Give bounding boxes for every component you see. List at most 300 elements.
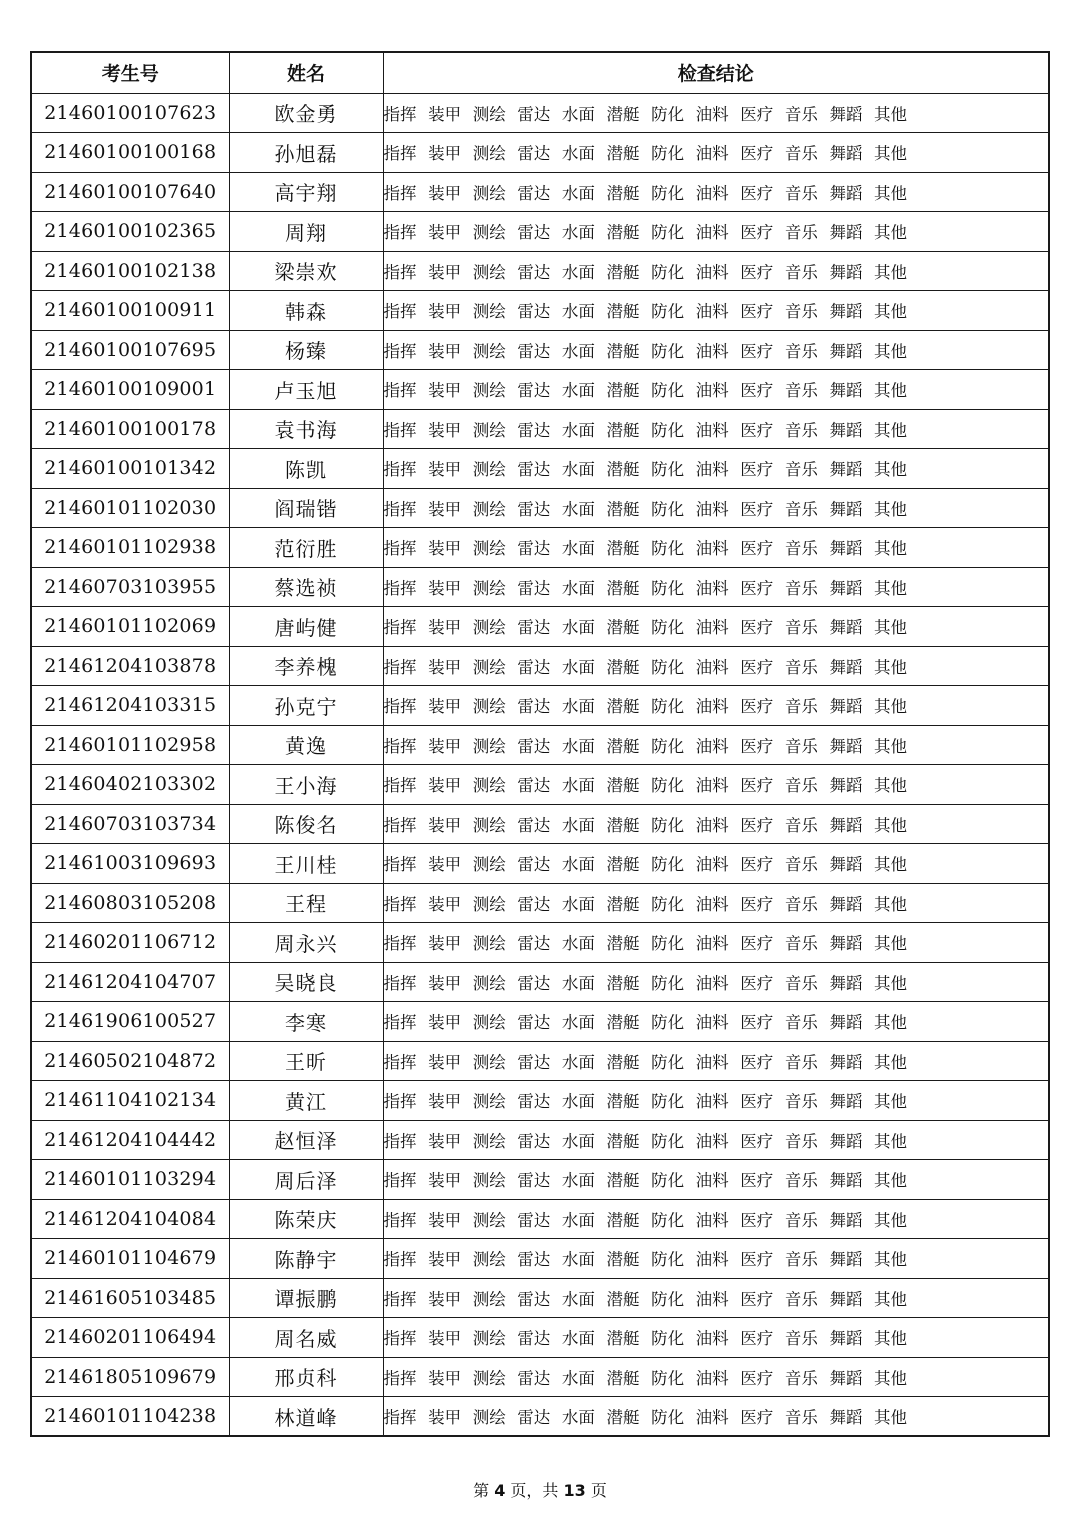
candidate-name-cell: 袁书海 bbox=[229, 409, 383, 449]
result-option: 测绘 bbox=[472, 657, 506, 677]
result-option: 油料 bbox=[695, 1329, 729, 1349]
result-option: 水面 bbox=[561, 657, 595, 677]
result-option: 音乐 bbox=[784, 104, 818, 124]
result-option: 医疗 bbox=[740, 736, 774, 756]
page-footer bbox=[0, 1478, 1080, 1501]
result-option: 指挥 bbox=[383, 1131, 417, 1151]
candidate-id-cell: 21460100107695 bbox=[31, 330, 229, 370]
result-option: 油料 bbox=[695, 341, 729, 361]
result-option: 音乐 bbox=[784, 183, 818, 203]
result-option: 舞蹈 bbox=[829, 618, 863, 638]
result-option: 油料 bbox=[695, 499, 729, 519]
result-option: 音乐 bbox=[784, 302, 818, 322]
candidate-name-cell: 阎瑞锴 bbox=[229, 488, 383, 528]
result-option: 油料 bbox=[695, 302, 729, 322]
result-option: 测绘 bbox=[472, 302, 506, 322]
table-row bbox=[31, 449, 1049, 489]
result-option: 其他 bbox=[874, 499, 908, 519]
table-row bbox=[31, 883, 1049, 923]
result-option: 医疗 bbox=[740, 341, 774, 361]
result-option: 装甲 bbox=[428, 1289, 462, 1309]
result-option: 油料 bbox=[695, 1408, 729, 1427]
result-option: 指挥 bbox=[383, 539, 417, 559]
result-option: 装甲 bbox=[428, 262, 462, 282]
candidate-id-cell: 21460201106494 bbox=[31, 1318, 229, 1358]
result-option: 其他 bbox=[874, 973, 908, 993]
result-option: 其他 bbox=[874, 539, 908, 559]
result-option: 油料 bbox=[695, 183, 729, 203]
result-option: 防化 bbox=[651, 1013, 685, 1033]
candidate-id-cell: 21461204104084 bbox=[31, 1199, 229, 1239]
result-option: 装甲 bbox=[428, 499, 462, 519]
header-name: 姓名 bbox=[229, 52, 383, 93]
result-option: 其他 bbox=[874, 104, 908, 124]
result-option: 水面 bbox=[561, 262, 595, 282]
result-option: 雷达 bbox=[517, 855, 551, 875]
inspection-result-cell bbox=[383, 449, 1049, 489]
candidate-name-cell: 陈静宇 bbox=[229, 1239, 383, 1279]
inspection-result-cell bbox=[383, 844, 1049, 884]
result-option: 医疗 bbox=[740, 1368, 774, 1388]
candidate-name-cell: 王川桂 bbox=[229, 844, 383, 884]
candidate-name-cell: 周后泽 bbox=[229, 1160, 383, 1200]
table-row bbox=[31, 172, 1049, 212]
result-option: 医疗 bbox=[740, 618, 774, 638]
result-option: 医疗 bbox=[740, 302, 774, 322]
result-option: 防化 bbox=[651, 894, 685, 914]
result-option: 测绘 bbox=[472, 183, 506, 203]
result-option: 指挥 bbox=[383, 1171, 417, 1191]
result-option: 装甲 bbox=[428, 420, 462, 440]
result-option: 医疗 bbox=[740, 815, 774, 835]
result-option: 防化 bbox=[651, 223, 685, 243]
result-option: 水面 bbox=[561, 1131, 595, 1151]
result-option: 防化 bbox=[651, 1250, 685, 1270]
result-option: 装甲 bbox=[428, 341, 462, 361]
result-option: 医疗 bbox=[740, 1210, 774, 1230]
result-option: 医疗 bbox=[740, 144, 774, 164]
result-option: 医疗 bbox=[740, 1131, 774, 1151]
result-option: 音乐 bbox=[784, 815, 818, 835]
result-option: 水面 bbox=[561, 894, 595, 914]
result-option: 医疗 bbox=[740, 420, 774, 440]
result-option: 潜艇 bbox=[606, 104, 640, 124]
result-option: 装甲 bbox=[428, 223, 462, 243]
table-row bbox=[31, 646, 1049, 686]
result-option: 水面 bbox=[561, 934, 595, 954]
result-option: 装甲 bbox=[428, 894, 462, 914]
result-option: 水面 bbox=[561, 1250, 595, 1270]
result-option: 潜艇 bbox=[606, 1210, 640, 1230]
result-option: 雷达 bbox=[517, 1131, 551, 1151]
result-option: 音乐 bbox=[784, 460, 818, 480]
result-option: 音乐 bbox=[784, 1092, 818, 1112]
result-option: 医疗 bbox=[740, 262, 774, 282]
result-option: 音乐 bbox=[784, 1250, 818, 1270]
result-option: 舞蹈 bbox=[829, 776, 863, 796]
result-option: 舞蹈 bbox=[829, 1131, 863, 1151]
result-option: 指挥 bbox=[383, 1250, 417, 1270]
candidate-id-cell: 21460803105208 bbox=[31, 883, 229, 923]
result-option: 医疗 bbox=[740, 776, 774, 796]
result-option: 防化 bbox=[651, 499, 685, 519]
result-option: 雷达 bbox=[517, 1013, 551, 1033]
table-row bbox=[31, 1357, 1049, 1397]
result-option: 雷达 bbox=[517, 1329, 551, 1349]
inspection-result-cell bbox=[383, 1081, 1049, 1121]
candidate-name-cell: 陈凯 bbox=[229, 449, 383, 489]
result-option: 潜艇 bbox=[606, 262, 640, 282]
result-option: 其他 bbox=[874, 1210, 908, 1230]
inspection-result-cell bbox=[383, 488, 1049, 528]
inspection-result-cell bbox=[383, 686, 1049, 726]
result-option: 指挥 bbox=[383, 144, 417, 164]
result-option: 指挥 bbox=[383, 1210, 417, 1230]
candidate-id-cell: 21460100107623 bbox=[31, 93, 229, 133]
footer-page-number: 4 bbox=[494, 1481, 506, 1500]
result-option: 装甲 bbox=[428, 1013, 462, 1033]
result-option: 其他 bbox=[874, 460, 908, 480]
table-row bbox=[31, 1199, 1049, 1239]
result-option: 医疗 bbox=[740, 1329, 774, 1349]
result-option: 雷达 bbox=[517, 934, 551, 954]
result-option: 装甲 bbox=[428, 1052, 462, 1072]
result-option: 水面 bbox=[561, 499, 595, 519]
candidate-name-cell: 王小海 bbox=[229, 765, 383, 805]
result-option: 水面 bbox=[561, 697, 595, 717]
result-option: 油料 bbox=[695, 1368, 729, 1388]
candidate-id-cell: 21461104102134 bbox=[31, 1081, 229, 1121]
candidate-name-cell: 梁崇欢 bbox=[229, 251, 383, 291]
result-option: 雷达 bbox=[517, 223, 551, 243]
result-option: 其他 bbox=[874, 1368, 908, 1388]
candidate-id-cell: 21460100100168 bbox=[31, 133, 229, 173]
table-row bbox=[31, 567, 1049, 607]
result-option: 油料 bbox=[695, 618, 729, 638]
result-option: 油料 bbox=[695, 144, 729, 164]
result-option: 其他 bbox=[874, 381, 908, 401]
inspection-result-cell bbox=[383, 1278, 1049, 1318]
result-option: 测绘 bbox=[472, 934, 506, 954]
result-option: 油料 bbox=[695, 855, 729, 875]
result-option: 雷达 bbox=[517, 341, 551, 361]
result-option: 音乐 bbox=[784, 539, 818, 559]
result-option: 水面 bbox=[561, 736, 595, 756]
result-option: 医疗 bbox=[740, 499, 774, 519]
result-option: 其他 bbox=[874, 1092, 908, 1112]
candidate-name-cell: 林道峰 bbox=[229, 1397, 383, 1437]
candidate-id-cell: 21460100100178 bbox=[31, 409, 229, 449]
result-option: 医疗 bbox=[740, 578, 774, 598]
result-option: 雷达 bbox=[517, 144, 551, 164]
result-option: 水面 bbox=[561, 1368, 595, 1388]
result-option: 指挥 bbox=[383, 815, 417, 835]
table-row bbox=[31, 488, 1049, 528]
inspection-result-cell bbox=[383, 133, 1049, 173]
inspection-result-cell bbox=[383, 883, 1049, 923]
result-option: 油料 bbox=[695, 736, 729, 756]
candidate-name-cell: 孙克宁 bbox=[229, 686, 383, 726]
result-option: 指挥 bbox=[383, 1289, 417, 1309]
result-option: 舞蹈 bbox=[829, 183, 863, 203]
result-option: 装甲 bbox=[428, 381, 462, 401]
result-option: 医疗 bbox=[740, 1092, 774, 1112]
result-option: 音乐 bbox=[784, 697, 818, 717]
result-option: 水面 bbox=[561, 1329, 595, 1349]
result-option: 测绘 bbox=[472, 420, 506, 440]
candidate-name-cell: 赵恒泽 bbox=[229, 1120, 383, 1160]
result-option: 舞蹈 bbox=[829, 539, 863, 559]
result-option: 潜艇 bbox=[606, 183, 640, 203]
result-option: 装甲 bbox=[428, 1131, 462, 1151]
inspection-result-cell bbox=[383, 607, 1049, 647]
result-option: 舞蹈 bbox=[829, 1171, 863, 1191]
result-option: 油料 bbox=[695, 104, 729, 124]
result-option: 水面 bbox=[561, 539, 595, 559]
result-option: 油料 bbox=[695, 420, 729, 440]
result-option: 水面 bbox=[561, 855, 595, 875]
inspection-result-cell bbox=[383, 646, 1049, 686]
candidate-id-cell: 21460101102030 bbox=[31, 488, 229, 528]
result-option: 医疗 bbox=[740, 460, 774, 480]
result-option: 测绘 bbox=[472, 815, 506, 835]
result-option: 水面 bbox=[561, 1171, 595, 1191]
candidate-name-cell: 黄逸 bbox=[229, 725, 383, 765]
result-option: 舞蹈 bbox=[829, 697, 863, 717]
result-option: 油料 bbox=[695, 578, 729, 598]
result-option: 测绘 bbox=[472, 104, 506, 124]
result-option: 音乐 bbox=[784, 1013, 818, 1033]
result-option: 装甲 bbox=[428, 578, 462, 598]
candidate-id-cell: 21460100102365 bbox=[31, 212, 229, 252]
result-option: 测绘 bbox=[472, 973, 506, 993]
table-row bbox=[31, 251, 1049, 291]
result-option: 舞蹈 bbox=[829, 1013, 863, 1033]
candidate-id-cell: 21460101104238 bbox=[31, 1397, 229, 1437]
table-row bbox=[31, 844, 1049, 884]
result-option: 测绘 bbox=[472, 1408, 506, 1427]
result-option: 音乐 bbox=[784, 1368, 818, 1388]
result-option: 舞蹈 bbox=[829, 1092, 863, 1112]
result-option: 防化 bbox=[651, 815, 685, 835]
result-option: 潜艇 bbox=[606, 420, 640, 440]
candidate-id-cell: 21460100100911 bbox=[31, 291, 229, 331]
result-option: 油料 bbox=[695, 1171, 729, 1191]
result-option: 其他 bbox=[874, 697, 908, 717]
result-option: 舞蹈 bbox=[829, 1289, 863, 1309]
inspection-result-cell bbox=[383, 370, 1049, 410]
result-option: 舞蹈 bbox=[829, 104, 863, 124]
result-option: 其他 bbox=[874, 736, 908, 756]
table-header-row bbox=[31, 52, 1049, 93]
inspection-result-cell bbox=[383, 212, 1049, 252]
result-option: 潜艇 bbox=[606, 894, 640, 914]
result-option: 测绘 bbox=[472, 381, 506, 401]
result-option: 雷达 bbox=[517, 1368, 551, 1388]
candidate-name-cell: 陈荣庆 bbox=[229, 1199, 383, 1239]
result-option: 其他 bbox=[874, 1329, 908, 1349]
result-option: 其他 bbox=[874, 262, 908, 282]
result-option: 医疗 bbox=[740, 894, 774, 914]
result-option: 雷达 bbox=[517, 1250, 551, 1270]
result-option: 潜艇 bbox=[606, 341, 640, 361]
result-option: 雷达 bbox=[517, 460, 551, 480]
result-option: 舞蹈 bbox=[829, 341, 863, 361]
result-option: 雷达 bbox=[517, 1408, 551, 1427]
result-option: 水面 bbox=[561, 776, 595, 796]
result-option: 测绘 bbox=[472, 341, 506, 361]
result-option: 指挥 bbox=[383, 736, 417, 756]
result-option: 音乐 bbox=[784, 1171, 818, 1191]
result-option: 潜艇 bbox=[606, 697, 640, 717]
result-option: 油料 bbox=[695, 657, 729, 677]
candidate-name-cell: 黄江 bbox=[229, 1081, 383, 1121]
result-option: 指挥 bbox=[383, 341, 417, 361]
result-option: 装甲 bbox=[428, 1408, 462, 1427]
result-option: 指挥 bbox=[383, 1092, 417, 1112]
result-option: 指挥 bbox=[383, 1408, 417, 1427]
result-option: 防化 bbox=[651, 183, 685, 203]
result-option: 舞蹈 bbox=[829, 1052, 863, 1072]
result-option: 音乐 bbox=[784, 223, 818, 243]
result-option: 测绘 bbox=[472, 1092, 506, 1112]
result-option: 水面 bbox=[561, 1013, 595, 1033]
inspection-result-cell bbox=[383, 725, 1049, 765]
result-option: 舞蹈 bbox=[829, 302, 863, 322]
result-option: 防化 bbox=[651, 1171, 685, 1191]
result-option: 防化 bbox=[651, 736, 685, 756]
result-option: 测绘 bbox=[472, 855, 506, 875]
result-option: 指挥 bbox=[383, 420, 417, 440]
result-option: 潜艇 bbox=[606, 302, 640, 322]
result-option: 舞蹈 bbox=[829, 1408, 863, 1427]
candidate-id-cell: 21461204104442 bbox=[31, 1120, 229, 1160]
result-option: 油料 bbox=[695, 894, 729, 914]
result-option: 音乐 bbox=[784, 657, 818, 677]
result-option: 潜艇 bbox=[606, 657, 640, 677]
result-option: 指挥 bbox=[383, 973, 417, 993]
table-row bbox=[31, 330, 1049, 370]
result-option: 防化 bbox=[651, 1289, 685, 1309]
result-option: 音乐 bbox=[784, 420, 818, 440]
result-option: 其他 bbox=[874, 1289, 908, 1309]
candidate-name-cell: 杨臻 bbox=[229, 330, 383, 370]
result-option: 指挥 bbox=[383, 578, 417, 598]
result-option: 医疗 bbox=[740, 1171, 774, 1191]
table-row bbox=[31, 923, 1049, 963]
inspection-result-cell bbox=[383, 1357, 1049, 1397]
result-option: 油料 bbox=[695, 973, 729, 993]
result-option: 测绘 bbox=[472, 736, 506, 756]
result-option: 油料 bbox=[695, 223, 729, 243]
result-option: 潜艇 bbox=[606, 499, 640, 519]
result-option: 防化 bbox=[651, 578, 685, 598]
candidate-id-cell: 21461805109679 bbox=[31, 1357, 229, 1397]
candidate-id-cell: 21460502104872 bbox=[31, 1041, 229, 1081]
table-row bbox=[31, 1397, 1049, 1437]
result-option: 潜艇 bbox=[606, 736, 640, 756]
candidate-id-cell: 21460100102138 bbox=[31, 251, 229, 291]
result-option: 装甲 bbox=[428, 1329, 462, 1349]
result-option: 潜艇 bbox=[606, 381, 640, 401]
inspection-result-cell bbox=[383, 93, 1049, 133]
result-option: 潜艇 bbox=[606, 1289, 640, 1309]
result-option: 雷达 bbox=[517, 302, 551, 322]
candidate-name-cell: 韩森 bbox=[229, 291, 383, 331]
table-row bbox=[31, 1318, 1049, 1358]
result-option: 其他 bbox=[874, 855, 908, 875]
result-option: 油料 bbox=[695, 262, 729, 282]
result-option: 雷达 bbox=[517, 539, 551, 559]
result-option: 音乐 bbox=[784, 144, 818, 164]
result-option: 舞蹈 bbox=[829, 381, 863, 401]
candidate-id-cell: 21460101102938 bbox=[31, 528, 229, 568]
table-row bbox=[31, 291, 1049, 331]
inspection-result-cell bbox=[383, 1120, 1049, 1160]
candidate-name-cell: 孙旭磊 bbox=[229, 133, 383, 173]
result-option: 音乐 bbox=[784, 262, 818, 282]
result-option: 水面 bbox=[561, 1092, 595, 1112]
table-row bbox=[31, 686, 1049, 726]
result-option: 防化 bbox=[651, 934, 685, 954]
inspection-result-cell bbox=[383, 923, 1049, 963]
result-option: 油料 bbox=[695, 1092, 729, 1112]
table-row bbox=[31, 1002, 1049, 1042]
result-option: 防化 bbox=[651, 420, 685, 440]
result-option: 测绘 bbox=[472, 539, 506, 559]
result-option: 测绘 bbox=[472, 776, 506, 796]
result-option: 舞蹈 bbox=[829, 736, 863, 756]
candidate-id-cell: 21461204103878 bbox=[31, 646, 229, 686]
result-option: 油料 bbox=[695, 776, 729, 796]
result-option: 水面 bbox=[561, 460, 595, 480]
result-option: 潜艇 bbox=[606, 1171, 640, 1191]
result-option: 油料 bbox=[695, 697, 729, 717]
candidate-name-cell: 王昕 bbox=[229, 1041, 383, 1081]
result-option: 装甲 bbox=[428, 973, 462, 993]
result-option: 音乐 bbox=[784, 776, 818, 796]
candidate-id-cell: 21460100101342 bbox=[31, 449, 229, 489]
result-option: 舞蹈 bbox=[829, 657, 863, 677]
result-option: 舞蹈 bbox=[829, 144, 863, 164]
result-option: 潜艇 bbox=[606, 934, 640, 954]
result-option: 水面 bbox=[561, 104, 595, 124]
result-option: 潜艇 bbox=[606, 539, 640, 559]
result-option: 油料 bbox=[695, 1052, 729, 1072]
result-option: 音乐 bbox=[784, 894, 818, 914]
candidate-name-cell: 周永兴 bbox=[229, 923, 383, 963]
header-result: 检查结论 bbox=[383, 52, 1049, 93]
inspection-result-cell bbox=[383, 291, 1049, 331]
result-option: 测绘 bbox=[472, 144, 506, 164]
table-row bbox=[31, 1278, 1049, 1318]
result-option: 测绘 bbox=[472, 894, 506, 914]
result-option: 潜艇 bbox=[606, 1408, 640, 1427]
result-option: 装甲 bbox=[428, 776, 462, 796]
result-option: 潜艇 bbox=[606, 1131, 640, 1151]
result-option: 其他 bbox=[874, 657, 908, 677]
result-option: 医疗 bbox=[740, 223, 774, 243]
result-option: 装甲 bbox=[428, 144, 462, 164]
result-option: 雷达 bbox=[517, 578, 551, 598]
result-option: 医疗 bbox=[740, 1408, 774, 1427]
inspection-result-cell bbox=[383, 528, 1049, 568]
result-option: 水面 bbox=[561, 1210, 595, 1230]
result-option: 医疗 bbox=[740, 934, 774, 954]
result-option: 防化 bbox=[651, 381, 685, 401]
result-option: 水面 bbox=[561, 223, 595, 243]
result-option: 医疗 bbox=[740, 657, 774, 677]
